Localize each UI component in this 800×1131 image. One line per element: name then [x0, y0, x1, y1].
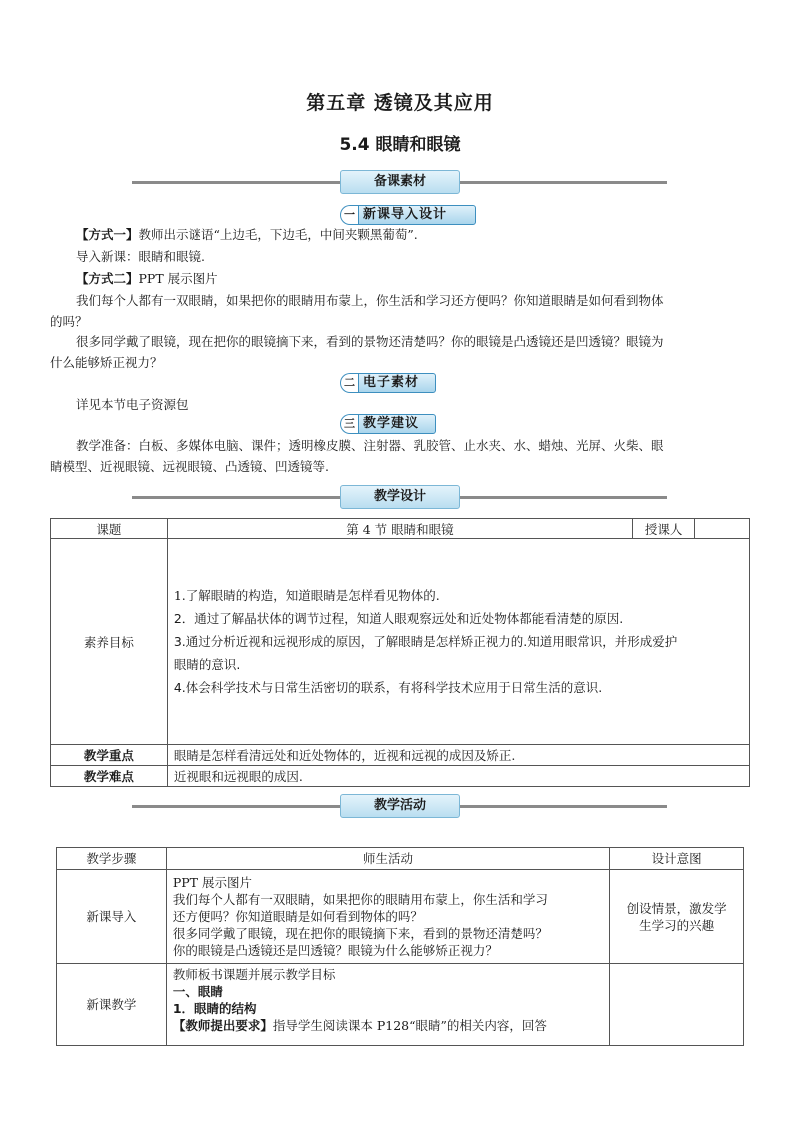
chapter-title: 第五章 透镜及其应用 [306, 92, 494, 114]
table-row [51, 519, 750, 539]
intent-line: 创设情景，激发学 [626, 900, 727, 916]
topic-label: 课题 [51, 519, 168, 539]
topic-value: 第 4 节 眼睛和眼镜 [167, 519, 632, 539]
requirement-label: 【教师提出要求】 [172, 1018, 273, 1033]
goals-label: 素养目标 [51, 539, 168, 745]
goal-item: 2．通过了解晶状体的调节过程，知道人眼观察远处和近处物体都能看清楚的原因. [173, 611, 624, 626]
difficulty-value: 近视眼和远视眼的成因. [167, 766, 749, 787]
sub-tag-label: 教学建议 [358, 414, 436, 434]
divider-left [132, 181, 340, 184]
goals-cell [167, 539, 749, 745]
sub-tag-number: 一 [340, 205, 358, 225]
activity-table [56, 847, 744, 1046]
table-row [57, 870, 744, 964]
way1-intro: 导入新课：眼睛和眼镜. [76, 249, 205, 264]
way2-text: PPT 展示图片 [138, 271, 218, 286]
divider-left [132, 805, 340, 808]
table-row [51, 766, 750, 787]
para2-line2: 什么能够矫正视力？ [50, 355, 163, 370]
table-row [57, 848, 744, 870]
para1-line2: 的吗？ [50, 314, 88, 329]
para2-line1: 很多同学戴了眼镜，现在把你的眼镜摘下来，看到的景物还清楚吗？你的眼镜是凸透镜还是凹透镜？眼镜为 [76, 334, 664, 349]
way1-text: 教师出示谜语“上边毛，下边毛，中间夹颗黑葡萄”. [138, 227, 418, 242]
resource-text: 详见本节电子资源包 [76, 397, 189, 412]
goal-item: 4.体会科学技术与日常生活密切的联系，有将科学技术应用于日常生活的意识. [173, 680, 603, 695]
goal-item: 1.了解眼睛的构造，知道眼睛是怎样看见物体的. [173, 588, 440, 603]
teacher-value [695, 519, 750, 539]
activity-heading: 一、眼睛 [172, 984, 223, 999]
activity-line: 我们每个人都有一双眼睛，如果把你的眼睛用布蒙上，你生活和学习 [172, 892, 548, 907]
col-step-header: 教学步骤 [57, 848, 167, 870]
goal-item: 3.通过分析近视和远视形成的原因，了解眼睛是怎样矫正视力的.知道用眼常识，并形成爱护 [173, 634, 678, 649]
key-value: 眼睛是怎样看清远处和近处物体的，近视和远视的成因及矫正. [167, 745, 749, 766]
sub-tag-label: 新课导入设计 [358, 205, 476, 225]
teacher-label: 授课人 [633, 519, 695, 539]
goal-item: 眼睛的意识. [173, 657, 241, 672]
way2-line [76, 268, 756, 290]
row2-intent [610, 964, 744, 1046]
prep-line2: 睛模型、近视眼镜、远视眼镜、凸透镜、凹透镜等. [50, 459, 329, 474]
section-title: 5.4 眼睛和眼镜 [339, 135, 461, 155]
sub-tag-suggestion [340, 414, 436, 434]
activity-line: 很多同学戴了眼镜，现在把你的眼镜摘下来，看到的景物还清楚吗？ [172, 926, 548, 941]
design-table [50, 518, 750, 787]
para1-line1: 我们每个人都有一双眼睛，如果把你的眼睛用布蒙上，你生活和学习还方便吗？你知道眼睛是如何看到物体 [76, 293, 664, 308]
divider-right [460, 496, 667, 499]
row1-step: 新课导入 [57, 870, 167, 964]
row2-activity [166, 964, 609, 1046]
sub-tag-number: 二 [340, 373, 358, 393]
activity-line: PPT 展示图片 [172, 875, 252, 890]
way2-label: 【方式二】 [76, 271, 139, 286]
way1-label: 【方式一】 [76, 227, 139, 242]
activity-tab: 教学活动 [340, 794, 460, 818]
row1-intent [610, 870, 744, 964]
table-row [51, 745, 750, 766]
materials-tab: 备课素材 [340, 170, 460, 194]
activity-line: 你的眼镜是凸透镜还是凹透镜？眼镜为什么能够矫正视力？ [172, 943, 498, 958]
sub-tag-label: 电子素材 [358, 373, 436, 393]
activity-subheading: 1．眼睛的结构 [172, 1001, 257, 1016]
activity-line: 教师板书课题并展示教学目标 [172, 967, 336, 982]
activity-line: 还方便吗？你知道眼睛是如何看到物体的吗？ [172, 909, 423, 924]
activity-line [173, 1017, 603, 1034]
design-tab: 教学设计 [340, 485, 460, 509]
divider-right [460, 805, 667, 808]
row2-step: 新课教学 [57, 964, 167, 1046]
table-row [51, 539, 750, 745]
col-intent-header: 设计意图 [610, 848, 744, 870]
sub-tag-electronic [340, 373, 436, 393]
row1-activity [166, 870, 609, 964]
intent-line: 生学习的兴趣 [639, 917, 715, 933]
col-activity-header: 师生活动 [166, 848, 609, 870]
difficulty-label: 教学难点 [51, 766, 168, 787]
sub-tag-number: 三 [340, 414, 358, 434]
sub-tag-intro-design [340, 205, 476, 225]
requirement-text: 指导学生阅读课本 P128“眼睛”的相关内容，回答 [272, 1018, 547, 1033]
way1-line [76, 224, 756, 246]
divider-right [460, 181, 667, 184]
prep-line1: 教学准备：白板、多媒体电脑、课件；透明橡皮膜、注射器、乳胶管、止水夹、水、蜡烛、光屏、火柴、眼 [76, 438, 664, 453]
divider-left [132, 496, 340, 499]
key-label: 教学重点 [51, 745, 168, 766]
table-row [57, 964, 744, 1046]
